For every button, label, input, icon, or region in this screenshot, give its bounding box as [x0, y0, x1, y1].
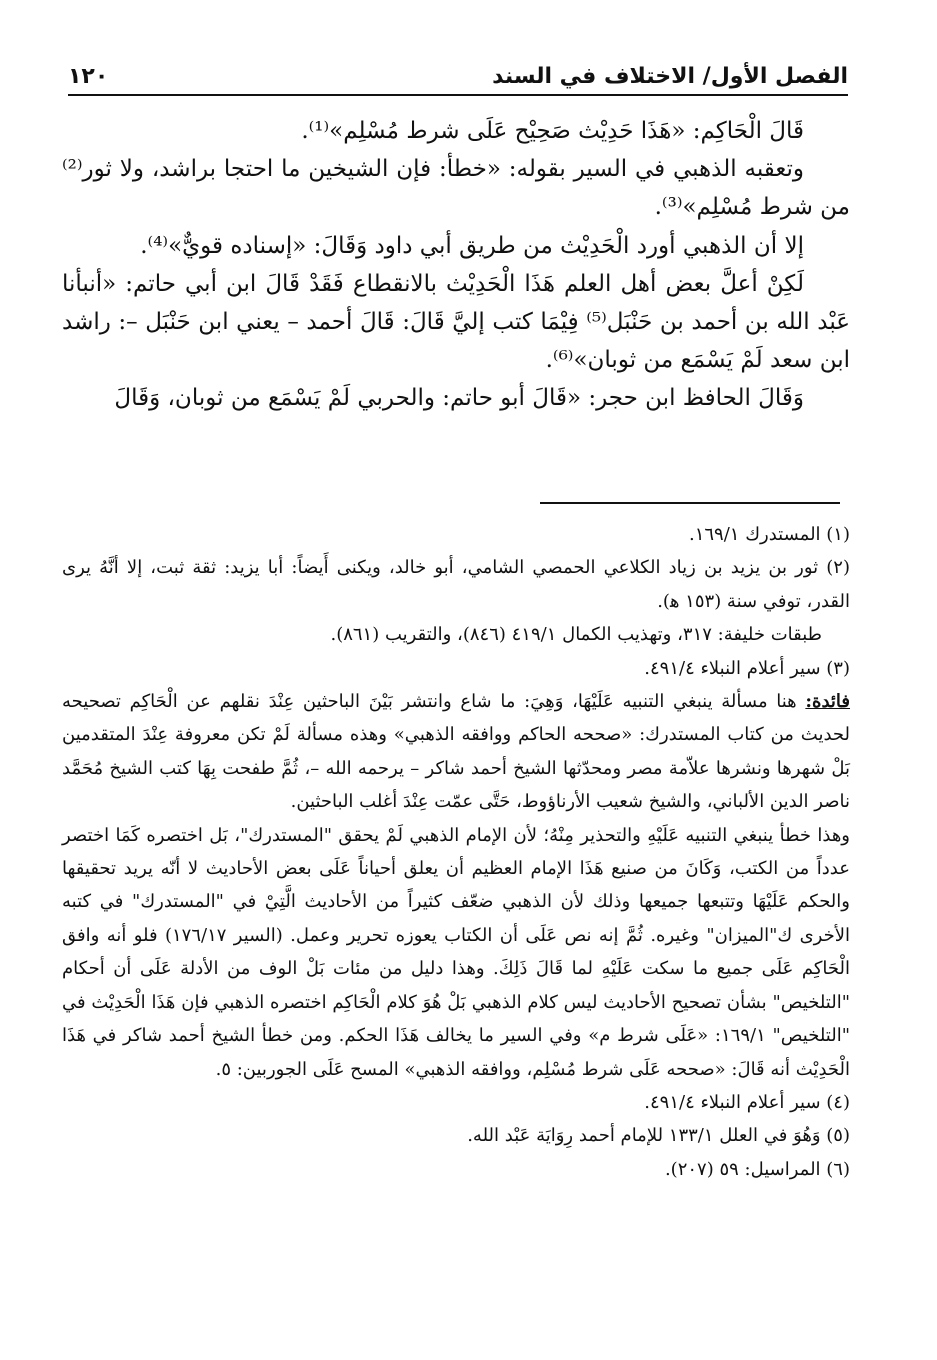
page-header [68, 50, 848, 96]
footnote-1: (١) المستدرك ١٦٩/١. [688, 524, 850, 545]
footnote-3-note-continued: وهذا خطأ ينبغي التنبيه عَلَيْهِ والتحذير مِنْهُ؛ لأن الإمام الذهبي لَمْ يحقق "المستدرك"، بَل اختصره كَمَا اختصر عدداً من الكتب، وَكَانَ من صنيع هَذَا الإمام العظيم أن يعلق أحياناً عَلَى بعض الأحاديث لا أنّه يريد تحقيقها والحكم عَلَيْهَا وتتبعها جميعها وذلك لأن الذهبي ضعّف كثيراً من الأحاديث الَّتِيْ في "المستدرك" في كتبه الأخرى ك"الميزان" وغيره. ثُمَّ إنه نص عَلَى أن الكتاب يعوزه تحرير وعمل. (السير ١٧٦/١٧) فلو أنه وافق الْحَاكِم عَلَى جميع ما سكت عَلَيْهِ لما قَالَ ذَلِكَ. وهذا دليل من مئات بَلْ الوف من الأدلة عَلَى أن أحكام "التلخيص" بشأن تصحيح الأحاديث ليس كلام الذهبي بَلْ هُوَ كلام الْحَاكِم اختصره الذهبي فإن هَذَا الْحَدِيْث في "التلخيص" ١٦٩/١: «عَلَى شرط م» وفي السير ما يخالف هَذَا الحكم. ومن خطأ الشيخ أحمد شاكر في هَذَا الْحَدِيْث أنه قَالَ: «صححه عَلَى شرط مُسْلِم، ووافقه الذهبي» المسح عَلَى الجوربين: ٥. [62, 824, 851, 1080]
footnote-3-note [62, 685, 850, 819]
chapter-title: الفصل الأول/ الاختلاف في السند [492, 64, 848, 89]
paragraph-dhahabi-critique: وتعقبه الذهبي في السير بقوله: «خطأ: فإن الشيخين ما احتجا براشد، ولا ثور⁽²⁾ من شرط مُسْلِم»⁽³⁾. [62, 156, 850, 221]
footnote-2: (٢) ثور بن يزيد بن زياد الكلاعي الحمصي الشامي، أبو خالد، ويكنى أَيضاً: أبا يزيد: ثقة ثبت، إلا أنَّهُ يرى القدر، توفي سنة (١٥٣ ﻫ). [62, 557, 850, 612]
footnote-2-references: طبقات خليفة: ٣١٧، وتهذيب الكمال ٤١٩/١ (٨٤٦)، والتقريب (٨٦١). [330, 624, 822, 646]
paragraph-abu-dawud: إلا أن الذهبي أورد الْحَدِيْث من طريق أبي داود وَقَالَ: «إسناده قويٌّ»⁽⁴⁾. [140, 232, 804, 259]
footnote-4: (٤) سير أعلام النبلاء ٤٩١/٤. [644, 1091, 850, 1113]
paragraph-ibn-hajar: وَقَالَ الحافظ ابن حجر: «قَالَ أبو حاتم: والحربي لَمْ يَسْمَع من ثوبان، وَقَالَ [114, 385, 804, 412]
page-number: ١٢٠ [68, 64, 109, 89]
footnote-5: (٥) وَهُوَ في العلل ١٣٣/١ للإمام أحمد رِوَايَة عَبْد الله. [467, 1125, 850, 1147]
note-label: فائدة: [805, 691, 850, 713]
paragraph-hakim: قَالَ الْحَاكِم: «هَذَا حَدِيْث صَحِيْح عَلَى شرط مُسْلِم»⁽¹⁾. [301, 118, 804, 144]
footnotes [62, 518, 850, 1186]
footnote-separator [540, 502, 840, 504]
footnote-6: (٦) المراسيل: ٥٩ (٢٠٧). [664, 1158, 850, 1180]
footnote-3: (٣) سير أعلام النبلاء ٤٩١/٤. [644, 657, 850, 679]
note-text: هنا مسألة ينبغي التنبيه عَلَيْهَا، وَهِيَ: ما شاع وانتشر بَيْنَ الباحثين عِنْدَ نقلهم عن الْحَاكِم تصحيحه لحديث من كتاب المستدرك: «صححه الحاكم ووافقه الذهبي» وهذه مسألة لَمْ تكن معروفة عِنْدَ المتقدمين بَلْ شهرها ونشرها علاّمة مصر ومحدّثها الشيخ أحمد شاكر – يرحمه الله –، ثُمَّ طفحت بِهَا كتب الشيخ مُحَمَّد ناصر الدين الألباني، والشيخ شعيب الأرناؤوط، حَتَّى عمّت عِنْدَ أغلب الباحثين. [62, 691, 850, 813]
header-rule [68, 94, 848, 96]
paragraph-inqita: لَكِنْ أعلَّ بعض أهل العلم هَذَا الْحَدِيْث بالانقطاع فَقَدْ قَالَ ابن أبي حاتم: «أنبأنا عَبْد الله بن أحمد بن حَنْبَل⁽⁵⁾ فِيْمَا كتب إليَّ قَالَ: قَالَ أحمد – يعني ابن حَنْبَل –: راشد ابن سعد لَمْ يَسْمَع من ثوبان»⁽⁶⁾. [62, 270, 850, 374]
main-text [62, 112, 850, 418]
